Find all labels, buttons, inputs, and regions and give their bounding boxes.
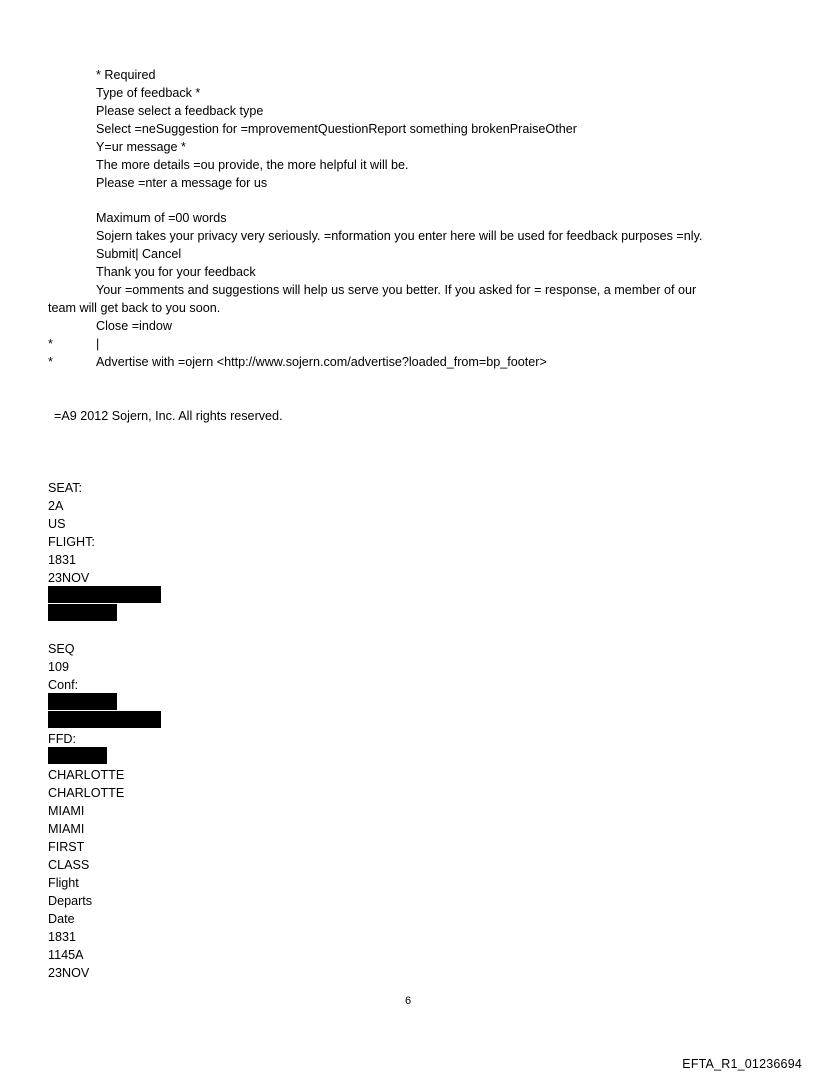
feedback-type-label: Type of feedback * <box>96 86 201 100</box>
message-label: Y=ur message * <box>96 140 186 154</box>
class-word: CLASS <box>48 858 90 872</box>
flight-number: 1831 <box>48 553 77 567</box>
submit-cancel-text: Submit| Cancel <box>96 247 182 261</box>
seat-label: SEAT: <box>48 481 83 495</box>
departs-header: Departs <box>48 894 93 908</box>
airline-code: US <box>48 517 66 531</box>
ffd-label: FFD: <box>48 732 76 746</box>
bullet-mark: * <box>48 337 53 351</box>
redaction-block <box>48 747 107 764</box>
max-words-note: Maximum of =00 words <box>96 211 227 225</box>
required-note: * Required <box>96 68 156 82</box>
privacy-note: Sojern takes your privacy very seriously. =nformation you enter here will be used for feedback purposes =nly. <box>96 229 703 243</box>
flight-label: FLIGHT: <box>48 535 95 549</box>
destination-city: MIAMI <box>48 804 85 818</box>
seq-value: 109 <box>48 660 70 674</box>
copyright: =A9 2012 Sojern, Inc. All rights reserved. <box>54 409 283 423</box>
destination-city: MIAMI <box>48 822 85 836</box>
bullet-text: | <box>96 337 100 351</box>
date-header: Date <box>48 912 75 926</box>
document-id: EFTA_R1_01236694 <box>682 1057 802 1071</box>
bullet-mark: * <box>48 355 53 369</box>
feedback-type-options: Select =neSuggestion for =mprovementQuestionReport something brokenPraiseOther <box>96 122 577 136</box>
flight-header: Flight <box>48 876 79 890</box>
feedback-type-prompt: Please select a feedback type <box>96 104 264 118</box>
redaction-block <box>48 586 161 603</box>
thanks-heading: Thank you for your feedback <box>96 265 256 279</box>
close-window-text: Close =indow <box>96 319 172 333</box>
message-hint: The more details =ou provide, the more helpful it will be. <box>96 158 409 172</box>
seat-value: 2A <box>48 499 64 513</box>
redaction-block <box>48 711 161 728</box>
message-placeholder: Please =nter a message for us <box>96 176 268 190</box>
departure-time: 1145A <box>48 948 84 962</box>
comments-line-1: Your =omments and suggestions will help us serve you better. If you asked for = response, a member of our <box>96 283 697 297</box>
redaction-block <box>48 604 117 621</box>
origin-city: CHARLOTTE <box>48 786 125 800</box>
flight-date: 23NOV <box>48 966 90 980</box>
class-word: FIRST <box>48 840 85 854</box>
flight-number: 1831 <box>48 930 77 944</box>
seq-label: SEQ <box>48 642 75 656</box>
redaction-block <box>48 693 117 710</box>
comments-line-2: team will get back to you soon. <box>48 301 221 315</box>
advertise-link-text: Advertise with =ojern <http://www.sojern.com/advertise?loaded_from=bp_footer> <box>96 355 547 369</box>
origin-city: CHARLOTTE <box>48 768 125 782</box>
page-number: 6 <box>404 995 412 1007</box>
conf-label: Conf: <box>48 678 79 692</box>
flight-date: 23NOV <box>48 571 90 585</box>
